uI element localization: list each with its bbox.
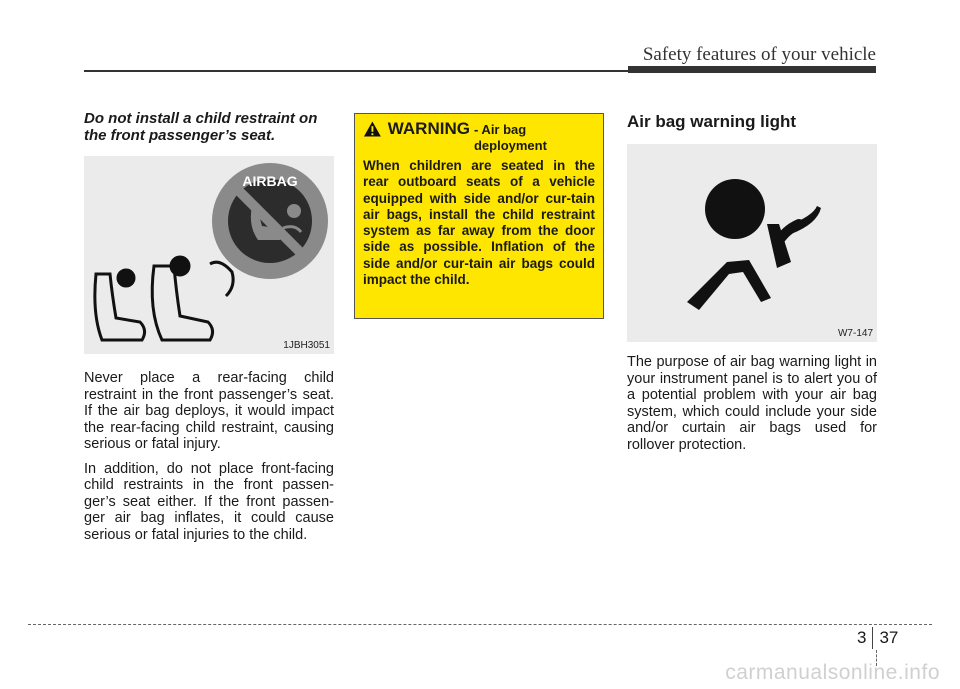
svg-text:AIRBAG: AIRBAG xyxy=(242,173,298,189)
airbag-prohibition-icon xyxy=(212,163,328,279)
header-rule-accent xyxy=(628,66,876,73)
figure-label: 1JBH3051 xyxy=(283,340,330,351)
body-paragraph-2: In addition, do not place front-facing child restraints in the front passen-ger’s seat either. If the front passen-ger air bag inflates, it could cause serious or fatal injuries to the child. xyxy=(84,460,334,543)
page-number xyxy=(857,627,898,649)
warning-header xyxy=(363,120,595,154)
warning-body: When children are seated in the rear outboard seats of a vehicle equipped with side and/or cur-tain air bags, install the child restraint system as far away from the door side as possible. Inflation of the side and/or cur-tain air bags could impact the child. xyxy=(363,158,595,288)
figure-label: W7-147 xyxy=(837,328,873,339)
child-seat-figure xyxy=(84,156,334,354)
warning-label: WARNING xyxy=(387,119,470,138)
warning-subtitle: - Air bag deployment xyxy=(473,122,547,153)
footer-rule xyxy=(28,624,932,625)
section-title: Air bag warning light xyxy=(627,112,797,131)
airbag-warning-light-icon xyxy=(627,144,877,342)
warning-triangle-icon xyxy=(363,120,382,138)
page-separator xyxy=(872,627,873,649)
warning-box xyxy=(354,113,604,319)
body-paragraph: The purpose of air bag warning light in your instrument panel is to alert you of a potential problem with your air bag system, which could include your side and/or curtain air bags used for rollover protection. xyxy=(627,354,877,453)
body-paragraph-1: Never place a rear-facing child restraint in the front passenger’s seat. If the air bag deploys, it would impact the rear-facing child restraint, causing serious or fatal injury. xyxy=(84,370,334,452)
page-number-value: 37 xyxy=(879,628,899,647)
column-3 xyxy=(627,110,877,461)
chapter-number: 3 xyxy=(857,628,867,647)
child-seat-illustration xyxy=(84,156,334,354)
header-title: Safety features of your vehicle xyxy=(642,44,876,65)
watermark: carmanualsonline.info xyxy=(725,661,940,684)
section-heading: Do not install a child restraint on the front passenger’s seat. xyxy=(84,110,318,144)
warning-light-figure xyxy=(627,144,877,342)
column-1 xyxy=(84,110,334,551)
